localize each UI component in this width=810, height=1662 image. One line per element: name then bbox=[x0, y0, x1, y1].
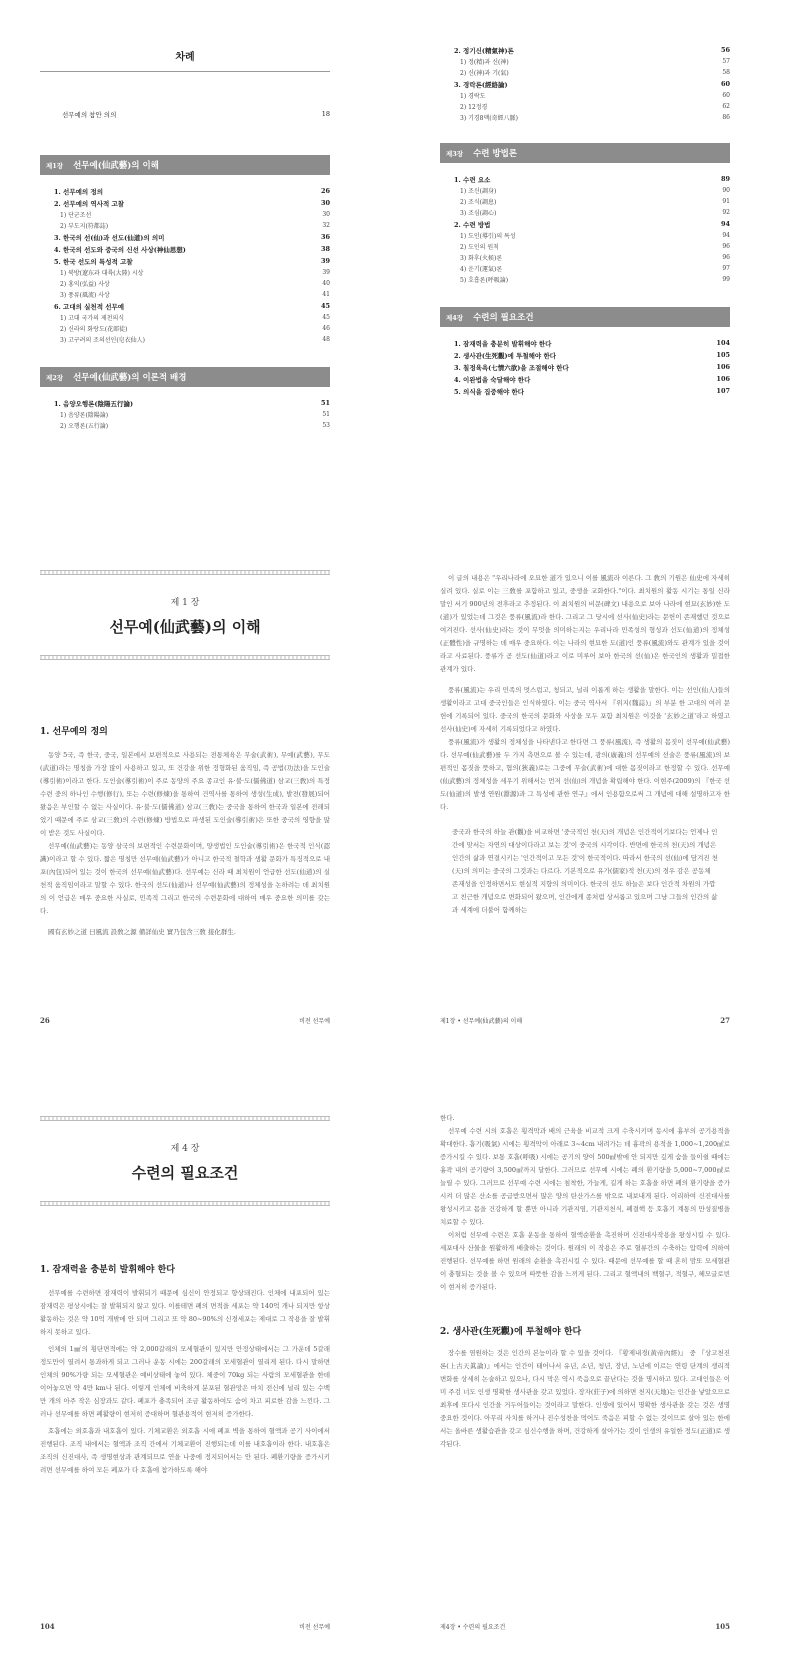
toc-entry-label: 2) 조식(調息) bbox=[460, 199, 497, 206]
toc-entry-page: 41 bbox=[322, 291, 330, 298]
toc-entry-page: 106 bbox=[716, 363, 730, 371]
page-footer bbox=[440, 1622, 730, 1631]
toc-entry-label: 3) 기경8맥(奇經八脈) bbox=[460, 115, 518, 122]
body-text bbox=[40, 1287, 330, 1477]
toc-entry-page: 94 bbox=[720, 220, 730, 228]
body-text bbox=[440, 572, 730, 917]
paragraph: 선무예(仙武藝)는 동양 삼국의 보편적인 수련문화이며, 양생법인 도인술(導引術)은 한국적 인식(認識)이라고 할 수 있다. 짧은 명칭만 선무예(仙武藝)가 아니고 한국적 철학과 생활 문화가 특징적으로 내포(內包)되어 있는 것이 한국의 선무예(仙武藝)다. 선무예는 신라 때 최치원이 언급한 선도(仙道)의 실천적 움직임이라고 말할 수 있다. 한국의 선도(仙道)나 선무예(仙武藝)의 정체성을 논하려는 데 최치원의 이 언급은 매우 중요한 사실로, 민족적 그리고 한국의 수련문화에 대하여 매우 중요한 의미를 갖는다. bbox=[40, 842, 330, 915]
page-footer bbox=[440, 1016, 730, 1025]
toc-entry-page: 97 bbox=[722, 265, 730, 272]
running-title: 비전 선무예 bbox=[299, 1624, 330, 1631]
toc-section-entry[interactable] bbox=[454, 385, 730, 397]
toc-section-entry[interactable] bbox=[54, 197, 330, 209]
toc-entry-label: 1) 도인(導引)의 특성 bbox=[460, 233, 516, 240]
toc-entry-page: 91 bbox=[722, 198, 730, 205]
toc-entry-label: 4. 한국의 선도와 중국의 신선 사상(神仙思想) bbox=[54, 245, 186, 254]
body-text bbox=[40, 749, 330, 939]
page-number: 104 bbox=[40, 1622, 55, 1631]
page-footer bbox=[40, 1016, 330, 1025]
toc-entry-page: 45 bbox=[322, 314, 330, 321]
page-27 bbox=[440, 560, 730, 1040]
paragraph: 선무예를 수련하면 잠재력이 발휘되기 때문에 심신이 안정되고 향상돼진다. 인체에 내포되어 있는 잠재력은 평상시에는 잘 발휘되지 않고 있다. 이를테면 폐의 면적을 세포는 약 140억 개나 되지만 항상 활동하는 것은 약 10억 개밖에 안 되며 그리고 또 약 80~90%의 신경세포는 제대로 그 작용을 잘 발휘하지 못하고 있다. bbox=[40, 1289, 330, 1336]
toc-entry-page: 30 bbox=[320, 199, 330, 207]
toc-subsection-entry[interactable] bbox=[54, 209, 330, 220]
chapter-title: 수련의 필요조건 bbox=[131, 1164, 239, 1182]
hanja-quote: 國有玄妙之道 曰風流 設敎之源 備詳仙史 實乃包含三敎 接化群生. bbox=[48, 928, 236, 936]
toc-right-top-list bbox=[454, 44, 730, 123]
toc-chapter bbox=[40, 367, 330, 431]
toc-subsection-entry[interactable] bbox=[54, 278, 330, 289]
toc-entry-page: 53 bbox=[322, 422, 330, 429]
toc-subsection-entry[interactable] bbox=[54, 409, 330, 420]
toc-section-entry[interactable] bbox=[454, 44, 730, 56]
toc-entry-label: 1. 잠재력을 충분히 발휘해야 한다 bbox=[454, 339, 552, 348]
toc-entry-label: 3) 고구려의 조의선인(皂衣仙人) bbox=[60, 337, 146, 344]
paragraph: 인체의 1㎟의 횡단면적에는 약 2,000갈래의 모세혈관이 있지만 안정상태에서는 그 가운데 5갈래 정도만이 열려서 통과하게 되고 그러나 운동 시에는 200갈래의 모세혈관이 열리게 된다. 다시 말하면 인체의 90%가량 되는 모세혈관은 예비상태에 놓여 있다. 체중이 70kg 되는 사람의 모세혈관을 한데 이어놓으면 약 4만 km나 된다. 이렇게 인체에 비축하게 분포된 혈관망은 마치 전신에 널리 있는 수백만 개의 아주 작은 심장과도 같다. 폐포가 충족되어 조금 활동하여도 숨이 차고 피로한 감을 느낀다. 그러나 선무예를 하면 폐활량이 현저히 증대하며 혈관용적이 현저히 증가한다. bbox=[40, 1345, 330, 1418]
toc-spread bbox=[0, 0, 810, 520]
toc-section-entry[interactable] bbox=[54, 243, 330, 255]
toc-entry-label: 2) 부도지(符都誌) bbox=[60, 223, 109, 230]
toc-section-entry[interactable] bbox=[454, 349, 730, 361]
toc-entry-label: 5. 의식을 집중해야 한다 bbox=[454, 387, 525, 396]
toc-subsection-entry[interactable] bbox=[454, 196, 730, 207]
running-title: 비전 선무예 bbox=[299, 1018, 330, 1025]
toc-entry-page: 96 bbox=[722, 243, 730, 250]
toc-subsection-entry[interactable] bbox=[454, 101, 730, 112]
chapter-bar[interactable] bbox=[440, 143, 730, 163]
chapter-bar-title: 수련의 필요조건 bbox=[473, 313, 534, 323]
toc-entry-page: 107 bbox=[716, 387, 730, 395]
section-heading: 1. 잠재력을 충분히 발휘해야 한다 bbox=[40, 1265, 175, 1275]
toc-section-entry[interactable] bbox=[454, 337, 730, 349]
toc-entry-page: 89 bbox=[720, 175, 730, 183]
toc-entry-list bbox=[54, 185, 330, 345]
chapter-number: 제4장 bbox=[446, 313, 464, 322]
toc-entry-page: 51 bbox=[322, 411, 330, 418]
toc-entry-page: 51 bbox=[320, 399, 330, 407]
paragraph: 동양 5국, 즉 한국, 중국, 일본에서 보편적으로 사용되는 전통체육은 무술(武術), 무예(武藝), 무도(武道)라는 명칭을 가장 많이 사용하고 있고, 또 건강을 위한 정형화된 움직임, 즉 공법(功法)을 도인술(導引術)이라고 한다. 도인술(導引術)이 주로 동양의 주요 종교인 유·불·도(儒佛道) 삼교(三敎)의 특정 수련 중의 하나인 수행(修行), 또는 수련(修煉)을 통하여 건역사를 통하여 생성(生成), 발전(發展)되어 왔음은 부인할 수 없는 사실이다. 유·불·도(儒佛道) 삼교(三敎)는 중국을 통하여 한국과 일본에 전래되었기 때문에 주로 삼교(三敎)의 수련(修煉) 방법으로 파생된 도인술(導引術)은 또한 중국의 영향을 많이 받은 것도 사실이다. bbox=[40, 751, 330, 837]
page-number: 105 bbox=[715, 1622, 730, 1631]
toc-entry-label: 2) 도인의 원칙 bbox=[460, 244, 499, 251]
paragraph: 호흡에는 외호흡과 내호흡이 있다. 기체교환은 외호흡 시에 폐포 벽을 통하여 혈액과 공기 사이에서 진행된다. 조직 내에서는 혈액과 조직 간에서 기체교환이 진행되는데 이를 내호흡이라 한다. 내호흡은 조직의 신진대사, 즉 생명현상과 관계되므로 연을 나중에 정지되어서는 안 된다. 폐환기량을 증가시키려면 선무예를 하여 모든 폐포가 다 호흡에 참가하도록 해야 bbox=[40, 1427, 330, 1474]
chapter-label: 제 1 장 bbox=[170, 598, 200, 608]
toc-entry-page: 36 bbox=[320, 233, 330, 241]
toc-right-page bbox=[440, 0, 730, 397]
toc-entry-label: 3) 풍류(風流) 사상 bbox=[60, 292, 110, 299]
chapter-label: 제 4 장 bbox=[170, 1144, 200, 1154]
paragraph: 풍류(風流)가 생활의 정체성을 나타낸다고 한다면 그 풍류(風流), 즉 생활의 몸짓이 선무예(仙武藝)다. 선무예(仙武藝)를 두 가지 측면으로 볼 수 있는데, 광의(廣義)의 선무예의 선술은 풍류(風流)의 보편적인 몸짓을 뜻하고, 협의(狹義)로는 그중에 무술(武術)에 대한 몸짓이라고 한정할 수 있다. 선무예(仙武藝)의 정체성을 세우기 위해서는 먼저 선(仙)의 개념을 확립해야 한다. 이현주(2009)의 『한국 선도(仙道)의 발생 연원(淵源)과 그 특성에 관한 연구』에서 인용함으로써 그 개념에 대해 설명하고자 한다. bbox=[440, 738, 730, 811]
toc-subsection-entry[interactable] bbox=[454, 207, 730, 218]
toc-title: 차례 bbox=[40, 48, 330, 72]
toc-entry-label: 5) 호흡론(呼吸論) bbox=[460, 277, 509, 284]
paragraph: 풍류(風流)는 우리 민족의 멋스럽고, 청되고, 널리 이롭게 하는 생활을 말한다. 이는 선인(仙人)들의 생활이라고 고대 중국인들은 인식하였다. 이는 중국 역사서 『위지(魏誌)』의 부분 한 고대의 여러 문헌에 기록되어 있다. 중국의 한국의 문화와 사상을 모두 포함 최치원은 이것을 '玄妙之道'라고 하였고 선사(仙史)에 자세히 기록되었다고 하였다. bbox=[440, 686, 730, 733]
toc-entry-page: 40 bbox=[322, 280, 330, 287]
toc-entry-list bbox=[454, 173, 730, 285]
toc-section-entry[interactable] bbox=[454, 78, 730, 90]
paragraph: 장수를 염원하는 것은 인간의 본능이라 할 수 있을 것이다. 『황제내경(黃帝內經)』 중 『상고천진론(上古天眞論)』에서는 인간이 태어나서 유년, 소년, 청년, 장년, 노년에 이르는 연령 단계의 생리적 변화를 상세히 논술하고 있으나, 다시 막은 역시 죽음으로 끝난다는 것을 명시하고 있다. 고대인들은 이미 주검 너도 인생 명확한 생사관을 갖고 있었다. 장자(莊子)에 의하면 천지(天地)는 인간을 낳았으므로 최후에 또다시 인간을 거두어들이는 것이라고 말한다. 인생에 있어서 명확한 생사관을 갖는 것은 생명 중요한 것이다. 아무리 사치를 하거나 진수성찬을 먹어도 죽음은 피할 수 없는 것이므로 살아 있는 한에서는 올바른 생활습관을 갖고 심신수행을 하며, 건강하게 살아가는 것이 인생의 유일한 정도(正道)로 생각된다. bbox=[440, 1349, 730, 1448]
toc-subsection-entry[interactable] bbox=[54, 312, 330, 323]
toc-subsection-entry[interactable] bbox=[454, 252, 730, 263]
page-104 bbox=[40, 1110, 330, 1650]
toc-subsection-entry[interactable] bbox=[454, 185, 730, 196]
toc-entry-label: 3) 조심(調心) bbox=[460, 210, 497, 217]
toc-entry-page: 94 bbox=[722, 232, 730, 239]
toc-entry-label: 2) 신라의 화랑도(花郞徒) bbox=[60, 326, 128, 333]
toc-entry-page: 38 bbox=[320, 245, 330, 253]
toc-section-entry[interactable] bbox=[54, 300, 330, 312]
toc-intro-entry[interactable] bbox=[62, 110, 330, 119]
chapter-title: 선무예(仙武藝)의 이해 bbox=[109, 618, 261, 636]
toc-subsection-entry[interactable] bbox=[454, 263, 730, 274]
toc-chapters-right bbox=[440, 143, 730, 397]
paragraph: 선무예 수련 시의 호흡은 횡격막과 배의 근육을 비교적 크게 수축시키며 동시에 흉부의 공기용적을 확대한다. 흡기(吸氣) 시에는 횡격막이 아래로 3~4cm 내려가는 데 흉곽의 용적을 1,000~1,200㎖로 증가시킬 수 있다. 보통 호흡(呼吸) 시에는 공기의 양이 500㎖밖에 안 되지만 깊게 숨을 들이쉴 때에는 흉곽 내의 공기량이 3,500㎖까지 달한다. 그러므로 선무예 시에는 폐의 환기량을 5,000~7,000㎖로 늘릴 수 있다. 그러므로 선무예 수련 시에는 침착한, 가늘게, 길게 하는 호흡을 하면 폐의 환기량을 증가시켜 더 많은 산소를 공급받으면서 많은 양의 탄산가스를 밖으로 내보내게 된다. 이리하여 신진대사를 왕성시키고 몸을 건강하게 할 뿐만 아니라 기관지염, 기관지천식, 폐결핵 등 호흡기 계통의 만성질병을 치료할 수 있다. bbox=[440, 1127, 730, 1226]
running-title: 제1장 • 선무예(仙武藝)의 이해 bbox=[440, 1018, 523, 1025]
toc-entry-label: 2) 홍익(弘益) 사상 bbox=[60, 281, 110, 288]
body-text bbox=[440, 1112, 730, 1294]
toc-entry-label: 5. 한국 선도의 특성적 고찰 bbox=[54, 257, 133, 266]
toc-left-page bbox=[40, 0, 330, 431]
page-footer bbox=[40, 1622, 330, 1631]
toc-entry-label: 1) 단군조선 bbox=[60, 212, 92, 219]
toc-subsection-entry[interactable] bbox=[454, 90, 730, 101]
toc-entry-page: 32 bbox=[322, 222, 330, 229]
page-105 bbox=[440, 1110, 730, 1650]
toc-entry-label: 1) 음양론(陰陽論) bbox=[60, 412, 109, 419]
toc-entry-label: 1. 선무예의 정의 bbox=[54, 187, 103, 196]
toc-entry-page: 57 bbox=[722, 58, 730, 65]
toc-entry-label: 2. 수련 방법 bbox=[454, 220, 491, 229]
toc-entry-label: 1) 고대 국가의 제천의식 bbox=[60, 315, 125, 322]
toc-subsection-entry[interactable] bbox=[54, 289, 330, 300]
chapter-bar[interactable] bbox=[440, 307, 730, 327]
toc-intro-label: 선무예의 참안 의의 bbox=[62, 111, 117, 119]
section-heading: 1. 선무예의 정의 bbox=[40, 727, 108, 737]
toc-subsection-entry[interactable] bbox=[54, 334, 330, 345]
toc-entry-page: 45 bbox=[320, 302, 330, 310]
toc-entry-label: 1. 음양오행론(陰陽五行論) bbox=[54, 399, 134, 408]
toc-entry-page: 104 bbox=[716, 339, 730, 347]
toc-entry-label: 2) 12정경 bbox=[460, 104, 488, 111]
toc-chapter bbox=[440, 307, 730, 397]
toc-subsection-entry[interactable] bbox=[454, 112, 730, 123]
toc-entry-page: 60 bbox=[722, 92, 730, 99]
toc-entry-label: 1) 경락도 bbox=[460, 93, 486, 100]
toc-subsection-entry[interactable] bbox=[54, 267, 330, 278]
toc-section-entry[interactable] bbox=[454, 361, 730, 373]
chapter-bar[interactable] bbox=[40, 367, 330, 387]
toc-entry-label: 2. 생사관(生死觀)에 투철해야 한다 bbox=[454, 351, 557, 360]
toc-entry-page: 26 bbox=[320, 187, 330, 195]
toc-subsection-entry[interactable] bbox=[54, 220, 330, 231]
paragraph: 이 글의 내용은 "우리나라에 오묘한 道가 있으니 이를 風流라 이른다. 그 敎의 기원은 仙史에 자세히 실려 있다. 실로 이는 三敎를 포함하고 있고, 중생을 교화한다."이다. 최치원의 활동 시기는 통일 신라 말인 서기 900년의 전후라고 추정된다. 이 최치원의 비문(碑文) 내용으로 보아 나라에 현묘(玄妙)한 도(道)가 있었는데 그것은 풍류(風流)라 한다. 그리고 그 당시에 선사(仙史)라는 문헌이 존재했던 것으로 여겨진다. 선사(仙史)라는 것이 무엇을 의미하는지는 우리나라 민족성의 형성과 선도(仙道)의 정체성(正體性)을 규명하는 데 매우 중요하다. 이는 나라의 현묘한 도(道)인 풍류(風流)와도 관계가 있을 것이라고 사료된다. 풍류가 곧 선도(仙道)라고 이로 미루어 보아 한국의 선(仙)은 한국인의 생활과 밀접한 관계가 있다. bbox=[440, 574, 730, 673]
toc-entry-page: 58 bbox=[722, 69, 730, 76]
toc-entry-page: 60 bbox=[720, 80, 730, 88]
toc-entry-page: 62 bbox=[722, 103, 730, 110]
toc-entry-page: 92 bbox=[722, 209, 730, 216]
page-26 bbox=[40, 560, 330, 1040]
chapter-bar-title: 수련 방법론 bbox=[473, 149, 518, 159]
toc-entry-label: 2) 오행론(五行論) bbox=[60, 423, 109, 430]
toc-entry-label: 1) 정(精)과 신(神) bbox=[460, 59, 509, 66]
toc-entry-label: 1. 수련 요소 bbox=[454, 175, 491, 184]
toc-chapter bbox=[40, 155, 330, 345]
toc-entry-label: 2) 신(神)과 기(氣) bbox=[460, 70, 509, 77]
toc-entry-page: 106 bbox=[716, 375, 730, 383]
toc-section-entry[interactable] bbox=[54, 185, 330, 197]
paragraph: 한다. bbox=[440, 1114, 455, 1122]
toc-section-entry[interactable] bbox=[454, 173, 730, 185]
ornamental-rule bbox=[40, 1201, 330, 1206]
toc-chapters-left bbox=[40, 155, 330, 431]
toc-section-entry[interactable] bbox=[54, 397, 330, 409]
toc-entry-list bbox=[54, 397, 330, 431]
toc-section-entry[interactable] bbox=[454, 218, 730, 230]
toc-entry-page: 86 bbox=[722, 114, 730, 121]
toc-entry-label: 4) 운기(運氣)론 bbox=[460, 266, 503, 273]
toc-entry-label: 3. 칠정육욕(七情六欲)을 조절해야 한다 bbox=[454, 363, 569, 372]
toc-entry-page: 96 bbox=[722, 254, 730, 261]
toc-entry-page: 48 bbox=[322, 336, 330, 343]
chapter-number: 제2장 bbox=[46, 373, 64, 382]
toc-entry-label: 2. 선무예의 역사적 고찰 bbox=[54, 199, 125, 208]
spread-pages-104-105 bbox=[0, 1110, 810, 1650]
page-number: 26 bbox=[40, 1016, 50, 1025]
body-text bbox=[440, 1347, 730, 1451]
ornamental-rule bbox=[40, 570, 330, 575]
toc-entry-label: 3) 화후(火候)론 bbox=[460, 255, 503, 262]
ornamental-rule bbox=[40, 1116, 330, 1121]
toc-entry-label: 4. 이완법을 숙달해야 한다 bbox=[454, 375, 531, 384]
toc-subsection-entry[interactable] bbox=[54, 420, 330, 431]
section-heading: 2. 생사관(生死觀)에 투철해야 한다 bbox=[440, 1327, 582, 1337]
toc-entry-page: 39 bbox=[322, 269, 330, 276]
toc-entry-label: 6. 고대의 실천적 선무예 bbox=[54, 302, 125, 311]
toc-section-entry[interactable] bbox=[54, 255, 330, 267]
toc-subsection-entry[interactable] bbox=[54, 323, 330, 334]
ornamental-rule bbox=[40, 655, 330, 660]
toc-subsection-entry[interactable] bbox=[454, 274, 730, 285]
toc-subsection-entry[interactable] bbox=[454, 56, 730, 67]
toc-section-entry[interactable] bbox=[454, 373, 730, 385]
chapter-bar[interactable] bbox=[40, 155, 330, 175]
toc-entry-label: 1) 조신(調身) bbox=[460, 188, 497, 195]
toc-entry-label: 1) 북방(遼东과 대륙(大陸) 시상 bbox=[60, 270, 144, 277]
toc-entry-page: 30 bbox=[322, 211, 330, 218]
page-number: 27 bbox=[720, 1016, 730, 1025]
toc-entry-page: 46 bbox=[322, 325, 330, 332]
toc-entry-label: 3. 한국의 선(仙)과 선도(仙道)의 의미 bbox=[54, 233, 165, 242]
chapter-number: 제1장 bbox=[46, 161, 64, 170]
toc-intro-page: 18 bbox=[321, 110, 330, 118]
toc-entry-label: 2. 정기신(精氣神)론 bbox=[454, 46, 514, 55]
running-title: 제4장 • 수련의 필요조건 bbox=[440, 1624, 506, 1631]
toc-chapter bbox=[440, 143, 730, 285]
chapter-bar-title: 선무예(仙武藝)의 이론적 배경 bbox=[73, 373, 187, 383]
toc-entry-page: 39 bbox=[320, 257, 330, 265]
chapter-number: 제3장 bbox=[446, 149, 464, 158]
toc-entry-page: 56 bbox=[720, 46, 730, 54]
toc-subsection-entry[interactable] bbox=[454, 67, 730, 78]
paragraph: 이처럼 선무예 수련은 호흡 운동을 통하여 혈액순환을 촉진하며 신진대사작용을 왕성시킬 수 있다. 세포대사 산물을 원활하게 배출하는 것이다. 원래의 이 작용은 주로 혈류간의 수축하는 압력에 의하여 진행된다. 선무예를 하면 원래의 순환을 촉진시킬 수 있다. 때문에 선무예를 할 때 혼히 맘또 모세혈관이 충혈되는 것을 볼 수 있으며 따뜻한 감을 느끼게 된다. 그리고 혈액내의 백혈구, 적혈구, 헤모글로빈이 현저히 증가된다. bbox=[440, 1231, 730, 1291]
chapter-bar-title: 선무예(仙武藝)의 이해 bbox=[73, 161, 159, 171]
toc-entry-label: 3. 경락론(經絡論) bbox=[454, 80, 508, 89]
toc-subsection-entry[interactable] bbox=[454, 241, 730, 252]
block-quote: 중국과 한국의 하늘 관(觀)을 비교하면 '중국적인 천(天)의 개념은 인간적이기보다는 언제나 인간에 맞서는 자연의 대상이다라고 보는 것'이 중국의 시각이다. 반면에 한국의 천(天)의 개념은 인간의 삶과 연결시키는 '인간적이고 모든 것'이 한국적이다. 따라서 한국의 선(仙)에 담겨진 천(天)의 의미는 중국의 그것과는 다르다. 기본적으로 유가(儒家)적 천(天)의 경우 감은 공동체 존재성을 인정하면서도 현실적 지향의 의미이다. 한국의 선도 하늘은 보다 인간적 차원의 가깝고 친근한 개념으로 변화되어 왔으며, 인간에게 종처럼 상서롭고 있으며 그냥 그들의 인간의 삶과 세계에 더불어 함께하는 bbox=[452, 828, 718, 914]
toc-section-entry[interactable] bbox=[54, 231, 330, 243]
toc-entry-page: 105 bbox=[716, 351, 730, 359]
toc-entry-page: 99 bbox=[722, 276, 730, 283]
toc-subsection-entry[interactable] bbox=[454, 230, 730, 241]
toc-entry-list bbox=[454, 337, 730, 397]
toc-entry-page: 90 bbox=[722, 187, 730, 194]
spread-pages-26-27 bbox=[0, 560, 810, 1040]
